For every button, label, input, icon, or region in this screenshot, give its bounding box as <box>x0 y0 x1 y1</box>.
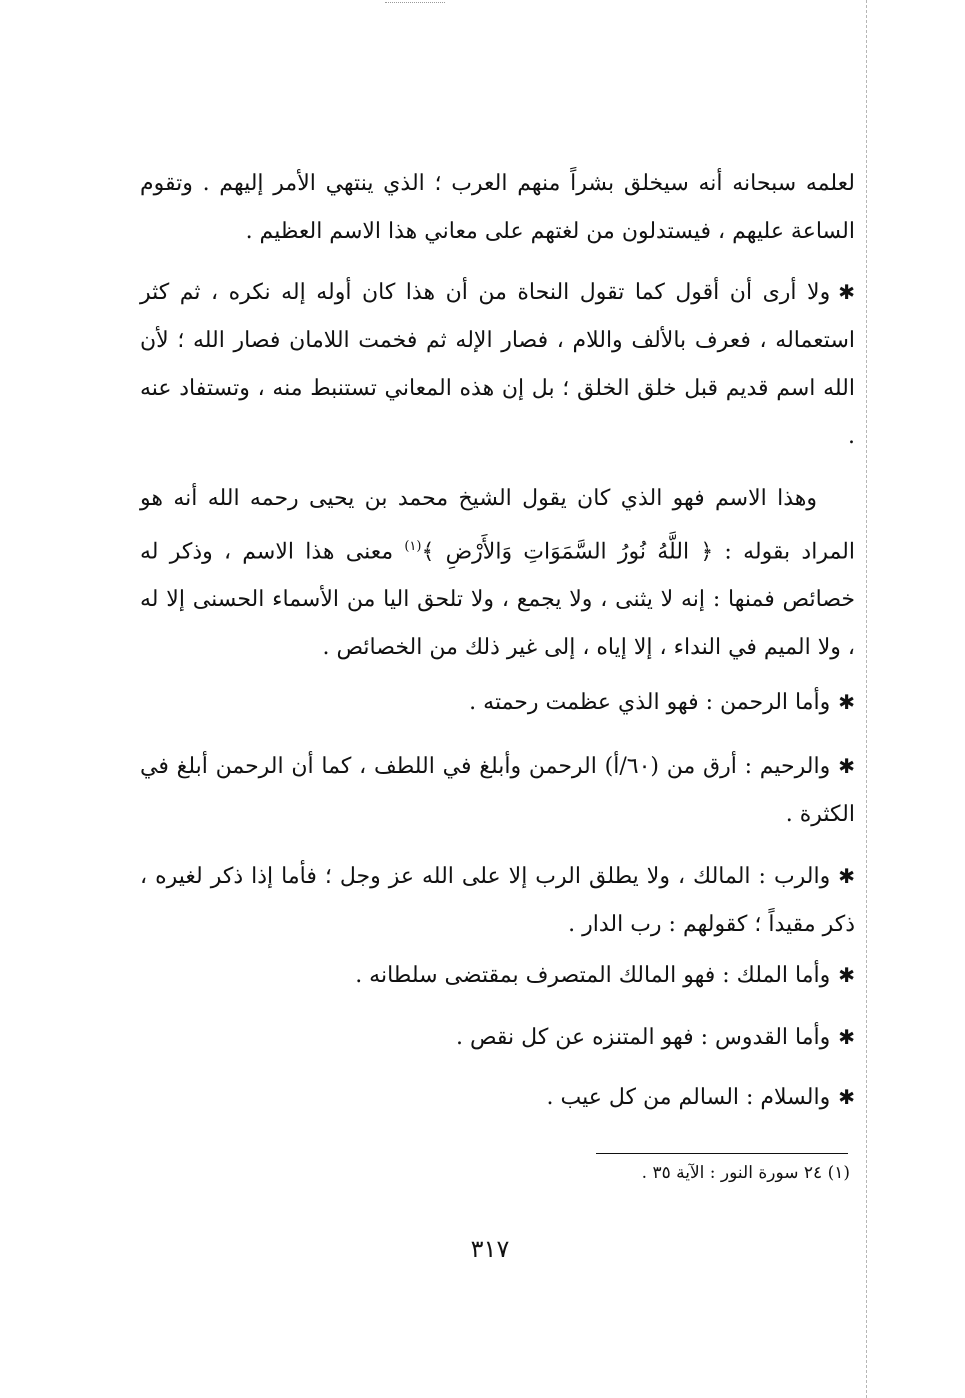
paragraph-8 <box>140 1025 855 1050</box>
footnote: (١) ٢٤ سورة النور : الآية ٣٥ . <box>641 1163 850 1183</box>
paragraph-9 <box>140 1085 855 1110</box>
asterisk-bullet-icon: ✱ <box>838 690 855 714</box>
page-number: ٣١٧ <box>470 1235 510 1263</box>
page-edge-line <box>866 0 867 1398</box>
paragraph-7-text: وأما الملك : فهو المالك المتصرف بمقتضى سلطانه . <box>355 963 831 988</box>
paragraph-2 <box>140 268 855 461</box>
paragraph-1-text: لعلمه سبحانه أنه سيخلق بشراً منهم العرب ؛ الذي ينتهي الأمر إليهم . وتقوم الساعة عليهم ، فيستدلون من لغتهم على معاني هذا الاسم العظيم . <box>140 171 855 244</box>
paragraph-5 <box>140 742 855 839</box>
asterisk-bullet-icon: ✱ <box>838 1085 855 1109</box>
paragraph-4 <box>140 690 855 715</box>
paragraph-6-text: والرب : المالك ، ولا يطلق الرب إلا على الله عز وجل ؛ فأما إذا ذكر لغيره ، ذكر مقيداً ؛ كقولهم : رب الدار . <box>140 864 855 937</box>
asterisk-bullet-icon: ✱ <box>838 963 855 987</box>
asterisk-bullet-icon: ✱ <box>838 280 855 304</box>
footnote-reference[interactable]: (١) <box>404 539 422 554</box>
paragraph-8-text: وأما القدوس : فهو المتنزه عن كل نقص . <box>455 1025 831 1050</box>
paragraph-3-text-after: معنى هذا الاسم ، وذكر له خصائص فمنها : إنه لا يثنى ، ولا يجمع ، ولا تلحق اليا من الأسماء الحسنى إلا له ، ولا الميم في النداء ، إلا إياه ، إلى غير ذلك من الخصائص . <box>140 539 855 661</box>
footnote-separator <box>596 1153 848 1154</box>
paragraph-6 <box>140 852 855 949</box>
asterisk-bullet-icon: ✱ <box>838 864 855 888</box>
paragraph-5-text: والرحيم : أرق من (٦٠/أ) الرحمن وأبلغ في اللطف ، كما أن الرحمن أبلغ في الكثرة . <box>140 754 855 827</box>
paragraph-4-text: وأما الرحمن : فهو الذي عظمت رحمته . <box>469 690 831 715</box>
paragraph-3 <box>140 475 855 672</box>
top-margin-dots <box>385 2 445 3</box>
paragraph-9-text: والسلام : السالم من كل عيب . <box>546 1085 831 1110</box>
paragraph-1 <box>140 160 855 256</box>
asterisk-bullet-icon: ✱ <box>838 754 855 778</box>
paragraph-7 <box>140 963 855 988</box>
asterisk-bullet-icon: ✱ <box>838 1025 855 1049</box>
paragraph-2-text: ولا أرى أن أقول كما تقول النحاة من أن هذا كان أوله إله نكره ، ثم كثر استعماله ، فعرف بالألف واللام ، فصار الإله ثم فخمت اللامان فصار الله ؛ لأن الله اسم قديم قبل خلق الخلق ؛ بل إن هذه المعاني تستنبط منه ، وتستفاد عنه . <box>140 280 855 449</box>
paragraph-3-text-before: وهذا الاسم فهو الذي كان يقول الشيخ محمد بن يحيى رحمه الله أنه هو المراد بقوله : ﴿ اللَّهُ نُورُ السَّمَوَاتِ وَالأَرْضِ ﴾ <box>140 486 855 565</box>
